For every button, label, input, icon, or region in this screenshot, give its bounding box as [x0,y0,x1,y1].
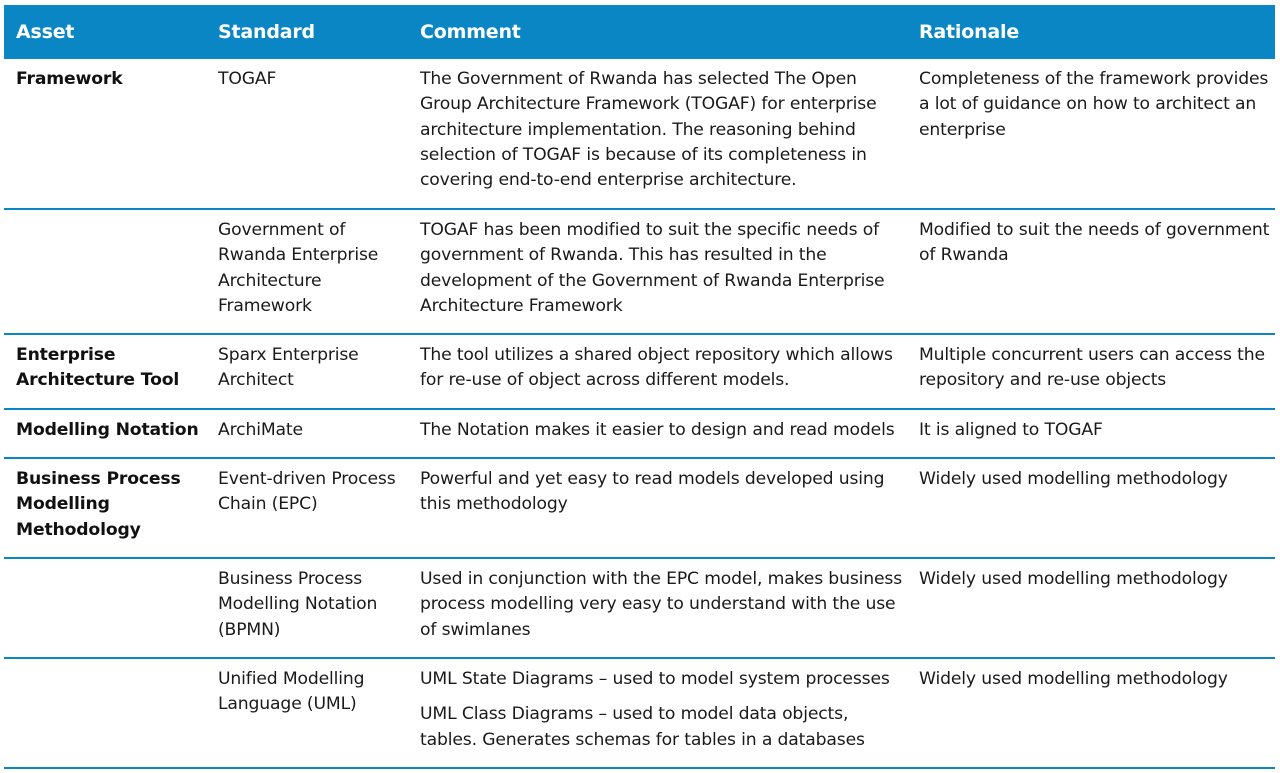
asset-cell: Enterprise Architecture Tool [4,334,206,409]
rationale-cell: Multiple concurrent users can access the repository and re-use objects [907,334,1275,409]
comment-text: TOGAF has been modified to suit the specific needs of government of Rwanda. This has resulted in the development of the Government of Rwanda Enterprise Architecture Framework [420,220,885,316]
table-row [4,558,1275,658]
standards-table [4,5,1275,769]
asset-cell: Business Process Modelling Methodology [4,458,206,558]
rationale-cell: Completeness of the framework provides a lot of guidance on how to architect an enterprise [907,59,1275,209]
table-row [4,334,1275,409]
comment-text: Used in conjunction with the EPC model, makes business process modelling very easy to understand with the use of swimlanes [420,569,903,640]
rationale-cell: It is aligned to TOGAF [907,409,1275,458]
asset-cell: Framework [4,59,206,209]
rationale-cell: Widely used modelling methodology [907,658,1275,768]
header-comment: Comment [408,5,907,59]
comment-text: The Government of Rwanda has selected The Open Group Architecture Framework (TOGAF) for enterprise architecture implementation. The reasoning behind selection of TOGAF is because of its completeness in covering end-to-end enterprise architecture. [420,69,877,191]
asset-cell [4,209,206,334]
rationale-cell: Widely used modelling methodology [907,458,1275,558]
header-asset: Asset [4,5,206,59]
comment-text: UML Class Diagrams – used to model data objects, tables. Generates schemas for tables in a databases [420,704,865,750]
table-row [4,209,1275,334]
header-row [4,5,1275,59]
comment-cell [408,558,907,658]
header-rationale: Rationale [907,5,1275,59]
standard-cell: ArchiMate [206,409,408,458]
comment-cell [408,409,907,458]
comment-text: The Notation makes it easier to design and read models [420,420,895,440]
standard-cell: Government of Rwanda Enterprise Architecture Framework [206,209,408,334]
standards-table-container [4,5,1275,769]
comment-cell [408,658,907,768]
comment-text: The tool utilizes a shared object repository which allows for re-use of object across different models. [420,345,893,391]
standard-cell: Business Process Modelling Notation (BPMN) [206,558,408,658]
rationale-cell: Modified to suit the needs of government of Rwanda [907,209,1275,334]
header-standard: Standard [206,5,408,59]
table-row [4,658,1275,768]
comment-cell [408,59,907,209]
standard-cell: Event-driven Process Chain (EPC) [206,458,408,558]
comment-text: UML State Diagrams – used to model system processes [420,669,890,689]
table-row [4,458,1275,558]
standard-cell: TOGAF [206,59,408,209]
standard-cell: Unified Modelling Language (UML) [206,658,408,768]
comment-cell [408,458,907,558]
rationale-cell: Widely used modelling methodology [907,558,1275,658]
asset-cell [4,658,206,768]
comment-cell [408,334,907,409]
asset-cell: Modelling Notation [4,409,206,458]
table-row [4,59,1275,209]
comment-cell [408,209,907,334]
comment-text: Powerful and yet easy to read models developed using this methodology [420,469,885,515]
standard-cell: Sparx Enterprise Architect [206,334,408,409]
table-row [4,409,1275,458]
asset-cell [4,558,206,658]
